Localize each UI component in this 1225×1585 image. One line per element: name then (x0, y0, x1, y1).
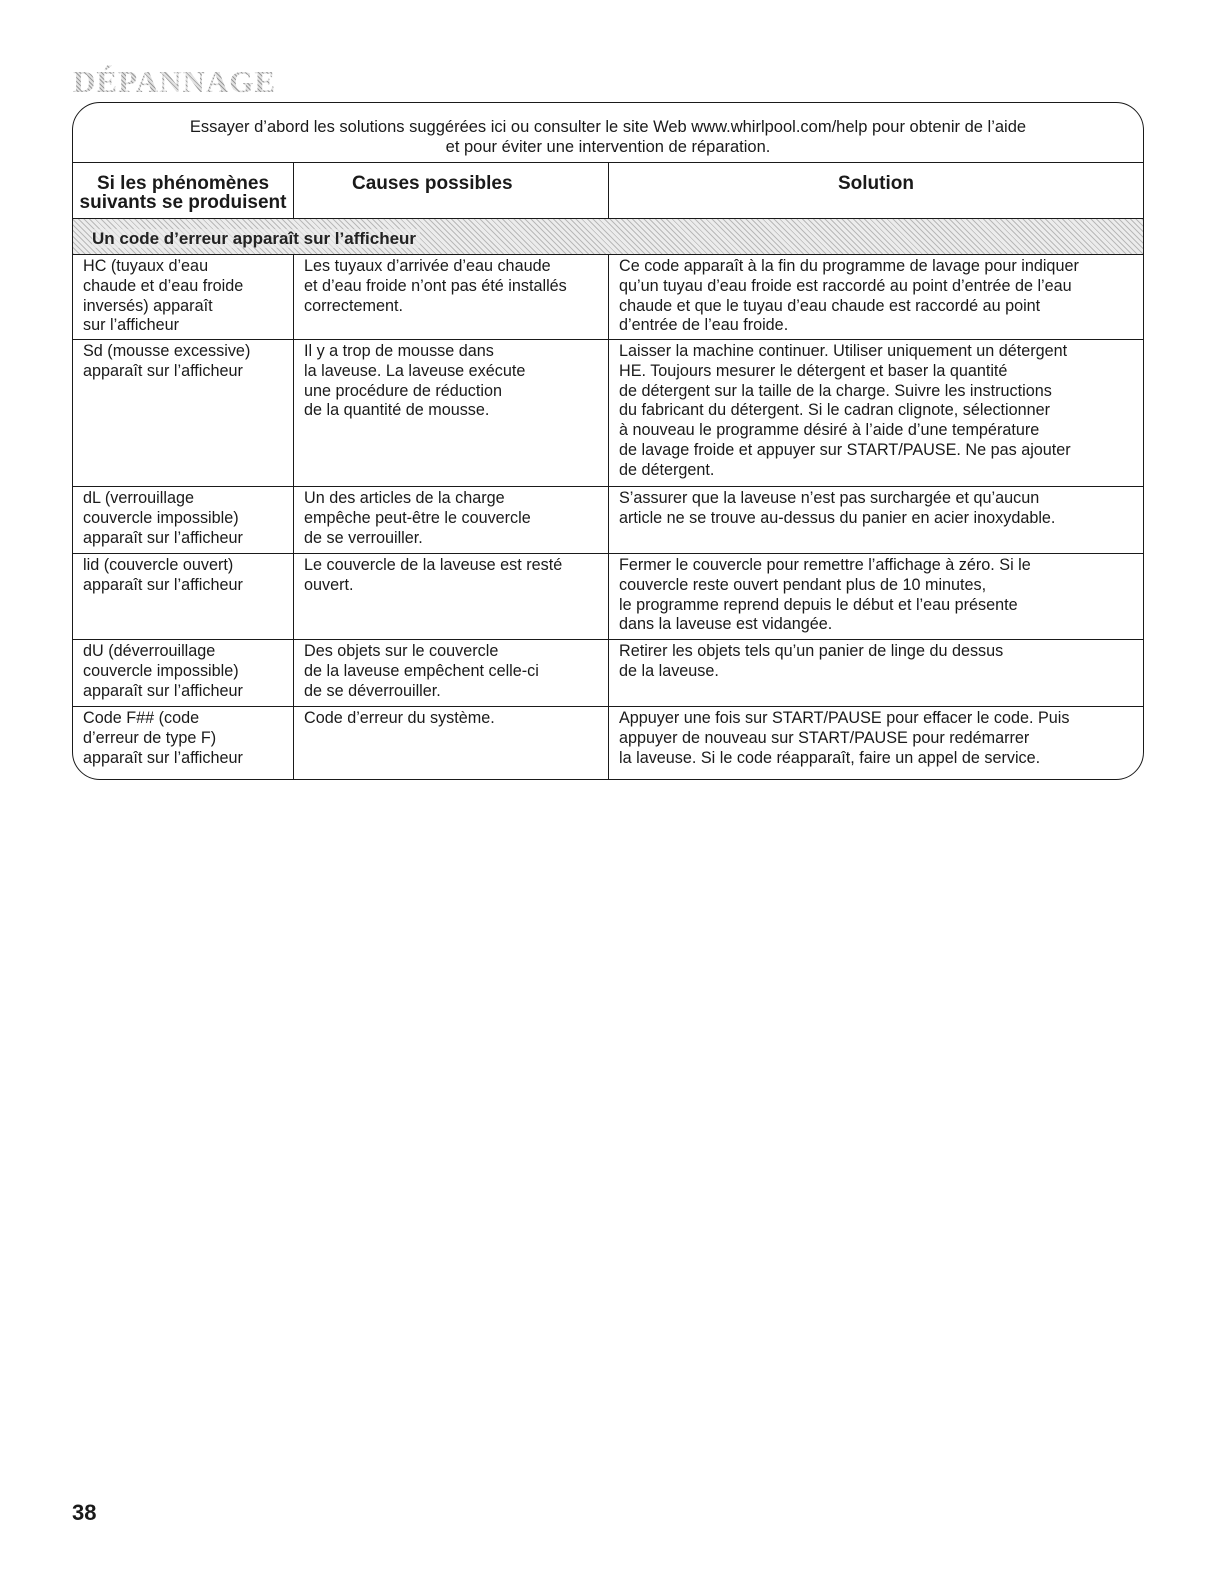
table-row (73, 255, 1143, 340)
table-row (73, 340, 1143, 487)
table-row (73, 487, 1143, 554)
phenomenon-cell: lid (couvercle ouvert) apparaît sur l’afficheur (73, 554, 294, 639)
table-header (73, 163, 1143, 219)
cause-cell: Les tuyaux d’arrivée d’eau chaude et d’eau froide n’ont pas été installés correctement. (294, 255, 609, 339)
intro-text (73, 103, 1143, 163)
page-title: DÉPANNAGE (73, 64, 277, 99)
phenomenon-cell: dL (verrouillage couvercle impossible) apparaît sur l’afficheur (73, 487, 294, 553)
cause-cell: Un des articles de la charge empêche peut-être le couvercle de se verrouiller. (294, 487, 609, 553)
page-number: 38 (72, 1500, 97, 1525)
solution-cell: Laisser la machine continuer. Utiliser uniquement un détergent HE. Toujours mesurer le détergent et baser la quantité de détergent sur la taille de la charge. Suivre les instructions du fabricant du détergent. Si le cadran clignote, sélectionner à nouveau le programme désiré à l’aide d’une température de lavage froide et appuyer sur START/PAUSE. Ne pas ajouter de détergent. (619, 342, 1071, 479)
cause-cell: Il y a trop de mousse dans la laveuse. La laveuse exécute une procédure de réduction de la quantité de mousse. (294, 340, 609, 486)
header-phenomena: Si les phénomènes suivants se produisent (73, 163, 294, 218)
cause-cell: Code d’erreur du système. (294, 707, 609, 779)
troubleshooting-table (72, 102, 1144, 780)
intro-line-1: Essayer d’abord les solutions suggérées ici ou consulter le site Web www.whirlpool.com/help pour obtenir de l’aide (189, 118, 1027, 136)
phenomenon-cell: Sd (mousse excessive) apparaît sur l’afficheur (73, 340, 294, 486)
phenomenon-cell: HC (tuyaux d’eau chaude et d’eau froide inversés) apparaît sur l’afficheur (73, 255, 294, 339)
solution-cell: Fermer le couvercle pour remettre l’affichage à zéro. Si le couvercle reste ouvert pendant plus de 10 minutes, le programme reprend depuis le début et l’eau présente dans la laveuse est vidangée. (619, 556, 1031, 634)
section-title (73, 219, 1143, 255)
solution-cell: S’assurer que la laveuse n’est pas surchargée et qu’aucun article ne se trouve au-dessus du panier en acier inoxydable. (619, 489, 1056, 527)
solution-cell: Retirer les objets tels qu’un panier de linge du dessus de la laveuse. (619, 642, 1004, 680)
section-title-text: Un code d’erreur apparaît sur l’afficheur (92, 229, 420, 248)
header-solution: Solution (838, 173, 914, 194)
header-causes: Causes possibles (294, 163, 609, 218)
cause-cell: Le couvercle de la laveuse est resté ouvert. (294, 554, 609, 639)
phenomenon-cell: dU (déverrouillage couvercle impossible) apparaît sur l’afficheur (73, 640, 294, 706)
intro-line-2: et pour éviter une intervention de réparation. (445, 138, 771, 156)
phenomenon-cell: Code F## (code d’erreur de type F) apparaît sur l’afficheur (73, 707, 294, 779)
table-row (73, 554, 1143, 640)
solution-cell: Ce code apparaît à la fin du programme de lavage pour indiquer qu’un tuyau d’eau froide est raccordé au point d’entrée de l’eau chaude et que le tuyau d’eau chaude est raccordé au point d’entrée de l’eau froide. (619, 257, 1079, 335)
table-row (73, 707, 1143, 779)
cause-cell: Des objets sur le couvercle de la laveuse empêchent celle-ci de se déverrouiller. (294, 640, 609, 706)
table-row (73, 640, 1143, 707)
solution-cell: Appuyer une fois sur START/PAUSE pour effacer le code. Puis appuyer de nouveau sur START/PAUSE pour redémarrer la laveuse. Si le code réapparaît, faire un appel de service. (619, 709, 1070, 767)
